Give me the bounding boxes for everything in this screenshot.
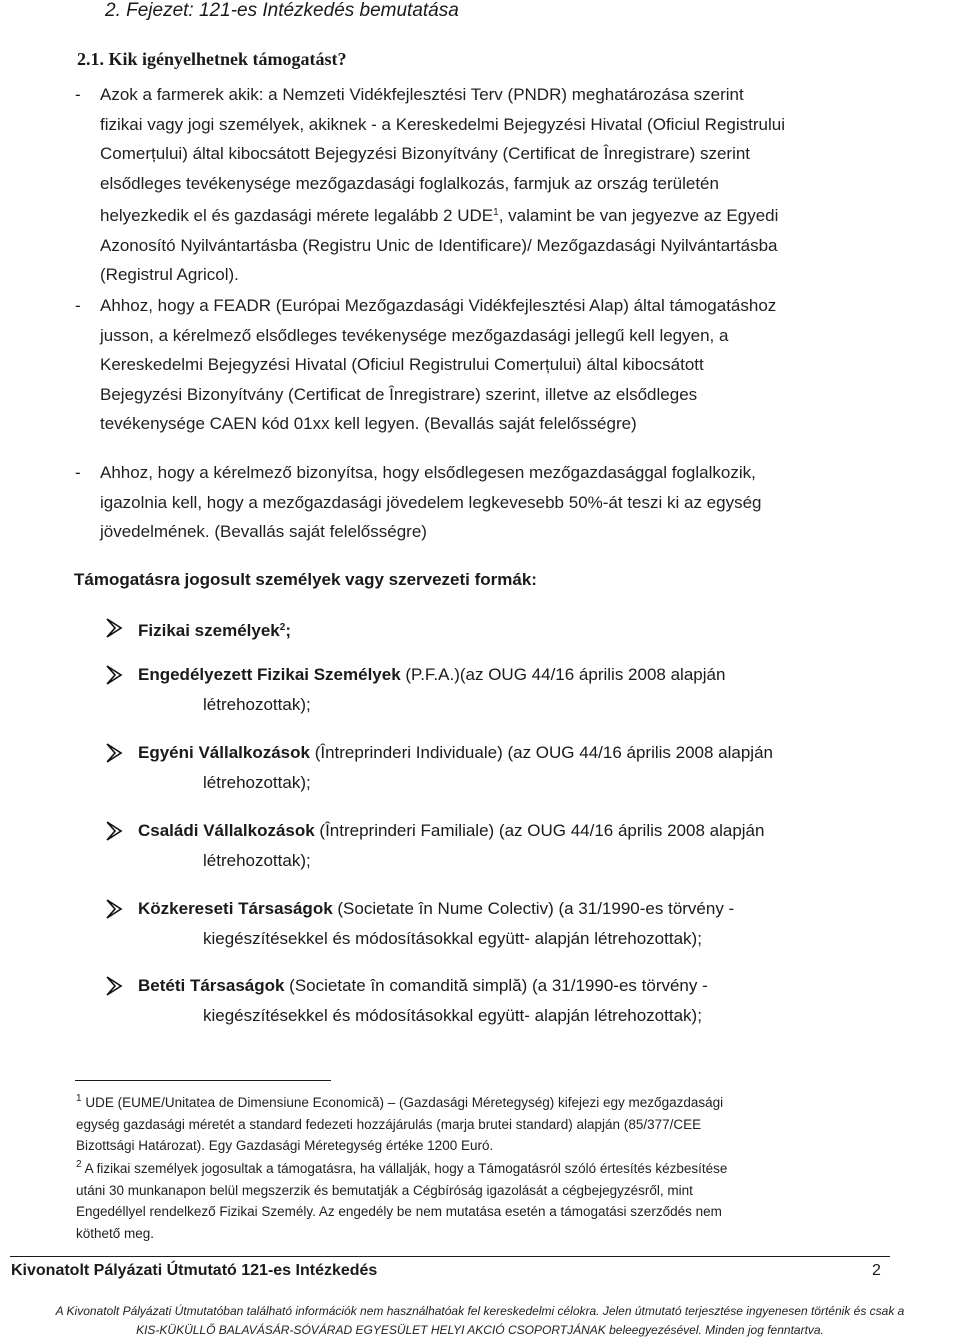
item-continuation: kiegészítésekkel és módosításokkal együtt- alapján létrehozottak);: [203, 1006, 702, 1025]
eligible-item: [138, 894, 734, 924]
item-continuation: létrehozottak);: [203, 695, 311, 714]
dash-bullet: -: [75, 85, 81, 104]
item-name: Engedélyezett Fizikai Személyek: [138, 665, 401, 684]
text-line-with-footnote: [100, 198, 860, 231]
footnote-line: utáni 30 munkanapon belül megszerzik és bemutatják a Cégbíróság igazolását a cégbejegyzésről, mint: [76, 1182, 693, 1198]
text-segment: , valamint be van jegyezve az Egyedi: [498, 206, 779, 225]
text-line: Kereskedelmi Bejegyzési Hivatal (Oficiul Registrului Comerțului) által kibocsátott: [100, 355, 704, 374]
footnote: [76, 1154, 856, 1244]
text-segment: UDE (EUME/Unitatea de Dimensiune Economică) – (Gazdasági Méretegység) kifejezi egy mezőgazdasági: [85, 1095, 724, 1110]
text-line: Comerțului) által kibocsátott Bejegyzési Bizonyítvány (Certificat de Înregistrare) szerint: [100, 144, 751, 163]
footer-separator: [10, 1256, 890, 1257]
item-name: Betéti Társaságok: [138, 976, 285, 995]
footnote-number: 1: [76, 1093, 82, 1104]
footnote-ref[interactable]: 2: [279, 622, 286, 633]
arrow-bullet-icon: [104, 975, 124, 997]
footnote: [76, 1088, 856, 1157]
text-line: fizikai vagy jogi személyek, akiknek - a Kereskedelmi Bejegyzési Hivatal (Oficiul Registrului: [100, 114, 785, 134]
footnote-ref[interactable]: 1: [493, 207, 499, 218]
eligible-item: [138, 613, 291, 646]
eligible-heading: Támogatásra jogosult személyek vagy szervezeti formák:: [74, 570, 537, 589]
text-line: (Registrul Agricol).: [100, 265, 239, 284]
item-detail: (Întreprinderi Familiale) (az OUG 44/16 április 2008 alapján: [314, 821, 765, 840]
footer-disclaimer: A Kivonatolt Pályázati Útmutatóban található információk nem használhatóak fel kereskedelmi célokra. Jelen útmutató terjesztése ingyenesen történik és csak a: [55, 1304, 905, 1318]
text-line: Ahhoz, hogy a FEADR (Európai Mezőgazdasági Vidékfejlesztési Alap) által támogatáshoz: [100, 296, 777, 315]
arrow-bullet-icon: [104, 664, 124, 686]
page-number: 2: [872, 1262, 881, 1279]
section-title: 2.1. Kik igényelhetnek támogatást?: [77, 49, 347, 69]
arrow-bullet-icon: [104, 898, 124, 920]
item-detail: ;: [285, 621, 291, 640]
eligible-item: [138, 660, 725, 690]
item-detail: (Întreprinderi Individuale) (az OUG 44/16 április 2008 alapján: [309, 743, 773, 762]
text-line: Azok a farmerek akik: a Nemzeti Vidékfejlesztési Terv (PNDR) meghatározása szerint: [100, 85, 744, 104]
paragraph-feadr: [100, 291, 860, 439]
eligible-item: [138, 738, 773, 768]
footnote-line: egység gazdasági méretét a standard fedezeti hozzájárulás (marja brutei standard) alapján (85/377/CEE: [76, 1116, 702, 1132]
item-continuation: létrehozottak);: [203, 773, 311, 792]
footnote-separator: [75, 1080, 331, 1081]
arrow-bullet-icon: [104, 617, 124, 639]
dash-bullet: -: [75, 296, 81, 315]
paragraph-farmers: [100, 80, 860, 290]
item-name: Közkereseti Társaságok: [138, 899, 333, 918]
item-detail: (Societate în comandită simplă) (a 31/1990-es törvény -: [284, 976, 708, 995]
footnote-line: Engedéllyel rendelkező Fizikai Személy. Az engedély be nem mutatása esetén a támogatási szerződés nem: [76, 1204, 722, 1219]
text-segment: helyezkedik el és gazdasági mérete legalább 2 UDE: [100, 206, 494, 225]
item-continuation: létrehozottak);: [203, 851, 311, 870]
footnote-line: [76, 1154, 856, 1180]
footer-title: Kivonatolt Pályázati Útmutató 121-es Intézkedés: [11, 1262, 378, 1279]
footnote-line: köthető meg.: [76, 1225, 155, 1241]
footnote-number: 2: [76, 1159, 82, 1170]
text-line: tevékenysége CAEN kód 01xx kell legyen. (Bevallás saját felelősségre): [100, 414, 637, 433]
item-name: Családi Vállalkozások: [138, 821, 315, 840]
footer-disclaimer: KIS-KÜKÜLLŐ BALAVÁSÁR-SÓVÁRAD EGYESÜLET HELYI AKCIÓ CSOPORTJÁNAK beleegyezésével. Minden jog fenntartva.: [136, 1323, 824, 1337]
paragraph-income: [100, 458, 860, 547]
text-line: Ahhoz, hogy a kérelmező bizonyítsa, hogy elsődlegesen mezőgazdasággal foglalkozik,: [100, 463, 756, 482]
item-continuation: kiegészítésekkel és módosításokkal együtt- alapján létrehozottak);: [203, 929, 702, 948]
eligible-item: [138, 816, 764, 846]
text-line: elsődleges tevékenysége mezőgazdasági foglalkozás, farmjuk az ország területén: [100, 173, 719, 193]
footnote-line: [76, 1088, 856, 1114]
chapter-title: 2. Fejezet: 121-es Intézkedés bemutatása: [105, 0, 459, 21]
footnote-line: Bizottsági Határozat). Egy Gazdasági Méretegység értéke 1200 Euró.: [76, 1138, 494, 1153]
arrow-bullet-icon: [104, 820, 124, 842]
text-segment: A fizikai személyek jogosultak a támogatásra, ha vállalják, hogy a Támogatásról szóló értesítés kézbesítése: [84, 1161, 728, 1176]
arrow-bullet-icon: [104, 742, 124, 764]
text-line: jusson, a kérelmező elsődleges tevékenysége mezőgazdasági jellegű kell legyen, a: [100, 325, 729, 345]
text-line: Azonosító Nyilvántartásba (Registru Unic de Identificare)/ Mezőgazdasági Nyilvántartásba: [100, 235, 778, 255]
text-line: igazolnia kell, hogy a mezőgazdasági jövedelem legkevesebb 50%-át teszi ki az egység: [100, 492, 762, 512]
item-detail: (Societate în Nume Colectiv) (a 31/1990-es törvény -: [332, 899, 735, 918]
item-name: Egyéni Vállalkozások: [138, 743, 310, 762]
dash-bullet: -: [75, 463, 81, 482]
item-name: Fizikai személyek: [138, 621, 280, 640]
item-detail: (P.F.A.)(az OUG 44/16 április 2008 alapján: [400, 665, 726, 684]
text-line: jövedelmének. (Bevallás saját felelősségre): [100, 522, 427, 541]
eligible-item: [138, 971, 708, 1001]
text-line: Bejegyzési Bizonyítvány (Certificat de Înregistrare) szerint, illetve az elsődleges: [100, 384, 698, 404]
